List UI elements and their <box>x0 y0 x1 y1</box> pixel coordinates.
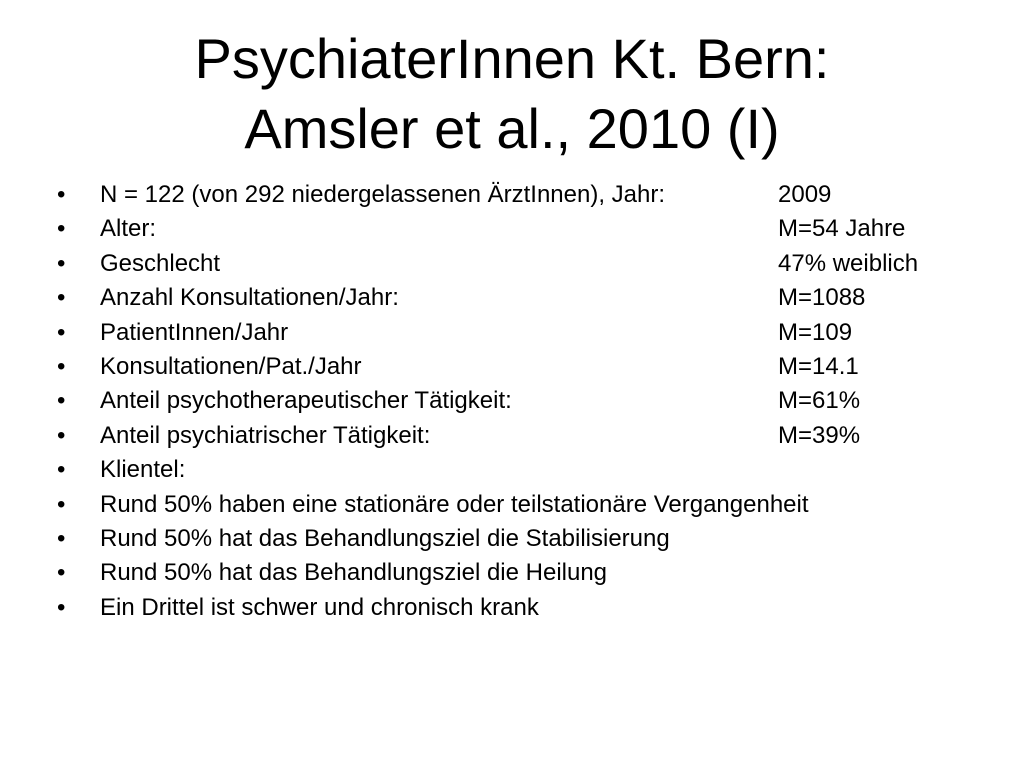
bullet-icon: • <box>57 284 66 312</box>
bullet-item-chronically-ill <box>57 591 987 625</box>
bullet-icon: • <box>57 593 66 621</box>
title-line-2: Amsler et al., 2010 (I) <box>244 97 780 160</box>
bullet-item-stabilization-goal <box>57 522 987 556</box>
bullet-label: Alter: <box>100 215 157 243</box>
bullet-item-patients <box>57 316 987 350</box>
bullet-item-consultations <box>57 281 987 315</box>
bullet-label: Klientel: <box>100 456 186 484</box>
bullet-label: Anzahl Konsultationen/Jahr: <box>100 284 399 312</box>
bullet-icon: • <box>57 456 66 484</box>
bullet-item-inpatient-history <box>57 488 987 522</box>
bullet-icon: • <box>57 387 66 415</box>
bullet-icon: • <box>57 352 66 380</box>
bullet-icon: • <box>57 421 66 449</box>
bullet-item-age <box>57 212 987 246</box>
bullet-icon: • <box>57 490 66 518</box>
bullet-item-psychiatry-share <box>57 419 987 453</box>
bullet-label: Anteil psychiatrischer Tätigkeit: <box>100 421 431 449</box>
bullet-item-sample-size <box>57 178 987 212</box>
bullet-value: M=54 Jahre <box>778 215 906 243</box>
bullet-value: M=109 <box>778 318 853 346</box>
bullet-value: M=39% <box>778 421 861 449</box>
bullet-label: Rund 50% haben eine stationäre oder teilstationäre Vergangenheit <box>100 490 809 518</box>
bullet-item-consultations-per-patient <box>57 350 987 384</box>
bullet-label: Rund 50% hat das Behandlungsziel die Heilung <box>100 559 608 587</box>
bullet-item-clientele <box>57 453 987 487</box>
bullet-item-healing-goal <box>57 556 987 590</box>
bullet-value: M=61% <box>778 387 861 415</box>
bullet-value: 2009 <box>778 181 832 208</box>
bullet-label: N = 122 (von 292 niedergelassenen ÄrztInnen), Jahr: <box>100 181 666 208</box>
bullet-icon: • <box>57 318 66 346</box>
bullet-item-gender <box>57 247 987 281</box>
bullet-value: M=1088 <box>778 284 866 312</box>
bullet-icon: • <box>57 215 66 243</box>
bullet-item-psychotherapy-share <box>57 384 987 418</box>
bullet-label: Ein Drittel ist schwer und chronisch krank <box>100 593 539 621</box>
slide-title <box>0 24 1024 164</box>
bullet-icon: • <box>57 559 66 587</box>
bullet-label: Rund 50% hat das Behandlungsziel die Stabilisierung <box>100 524 670 552</box>
bullet-label: PatientInnen/Jahr <box>100 318 289 346</box>
bullet-label: Anteil psychotherapeutischer Tätigkeit: <box>100 387 512 415</box>
bullet-icon: • <box>57 249 66 277</box>
bullet-icon: • <box>57 181 66 208</box>
bullet-value: M=14.1 <box>778 352 859 380</box>
bullet-icon: • <box>57 524 66 552</box>
title-line-1: PsychiaterInnen Kt. Bern: <box>194 27 830 90</box>
bullet-value: 47% weiblich <box>778 249 919 277</box>
bullet-list <box>57 178 987 625</box>
bullet-label: Konsultationen/Pat./Jahr <box>100 352 362 380</box>
bullet-label: Geschlecht <box>100 249 221 277</box>
